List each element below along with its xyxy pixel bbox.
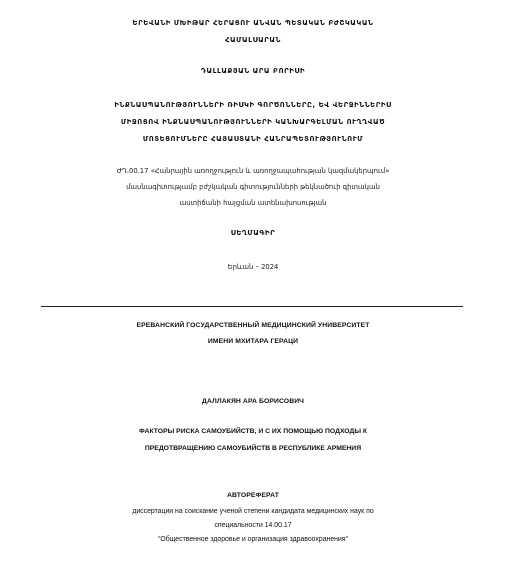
ru-title-line1: ФАКТОРЫ РИСКА САМОУБИЙСТВ, И С ИХ ПОМОЩЬЮ ПОДХОДЫ К (138, 428, 368, 435)
ru-university-line2: ИМЕНИ МХИТАРА ГЕРАЦИ (207, 338, 299, 345)
ru-desc-line3: “Общественное здоровье и организация здравоохранения” (158, 536, 348, 543)
arm-specialty-line1: ԺԴ.00.17 «Հանրային առողջություն և առողջապահության կազմակերպում» (116, 167, 390, 175)
arm-specialty-line2: մասնագիտությամբ բժշկական գիտությունների թեկնածուի գիտական (126, 183, 380, 191)
section-divider (41, 306, 463, 307)
arm-title-line1: ԻՆՔՆԱՍՊԱՆՈՒԹՅՈՒՆՆԵՐԻ ՌԻՍԿԻ ԳՈՐԾՈՆՆԵՐԸ, ԵՎ ՎԵՐՋԻՆՆԵՐԻՍ (114, 101, 392, 109)
arm-author: ԴԱԼԼԱՔՅԱՆ ԱՐԱ ԲՈՐԻՍԻ (200, 67, 306, 75)
arm-university-line2: ՀԱՄԱԼՍԱՐԱՆ (225, 36, 281, 44)
ru-doc-type: АВТОРЕФЕРАТ (227, 492, 279, 499)
ru-university-line1: ЕРЕВАНСКИЙ ГОСУДАРСТВЕННЫЙ МЕДИЦИНСКИЙ УНИВЕРСИТЕТ (136, 322, 370, 329)
arm-specialty-line3: աստիճանի հայցման ատենախոսության (179, 199, 327, 207)
arm-doc-type: ՍԵՂՄԱԳԻՐ (230, 229, 276, 237)
ru-desc-line2: специальности 14.00.17 (214, 522, 292, 529)
arm-title-line2: ՄԻՋՈՑՈՎ ԻՆՔՆԱՍՊԱՆՈՒԹՅՈՒՆՆԵՐԻ ԿԱՆԽԱՐԳԵԼՄԱՆ ՈՒՂՂՎԱԾ (120, 118, 386, 126)
ru-title-line2: ПРЕДОТВРАЩЕНИЮ САМОУБИЙСТВ В РЕСПУБЛИКЕ АРМЕНИЯ (144, 445, 362, 452)
ru-author: ДАЛЛАКЯН АРА БОРИСОВИЧ (201, 398, 305, 405)
ru-desc-line1: диссертации на соискание ученой степени кандидата медицинских наук по (132, 508, 374, 515)
arm-title-line3: ՄՈՏԵՑՈՒՄՆԵՐԸ ՀԱՅԱՍՏԱՆԻ ՀԱՆՐԱՊԵՏՈՒԹՅՈՒՆՈՒՄ (142, 135, 364, 143)
arm-city-year: Երևան – 2024 (227, 263, 279, 271)
arm-university-line1: ԵՐԵՎԱՆԻ ՄԽԻԹԱՐ ՀԵՐԱՑՈՒ ԱՆՎԱՆ ՊԵՏԱԿԱՆ ԲԺՇԿԱԿԱՆ (132, 19, 374, 27)
